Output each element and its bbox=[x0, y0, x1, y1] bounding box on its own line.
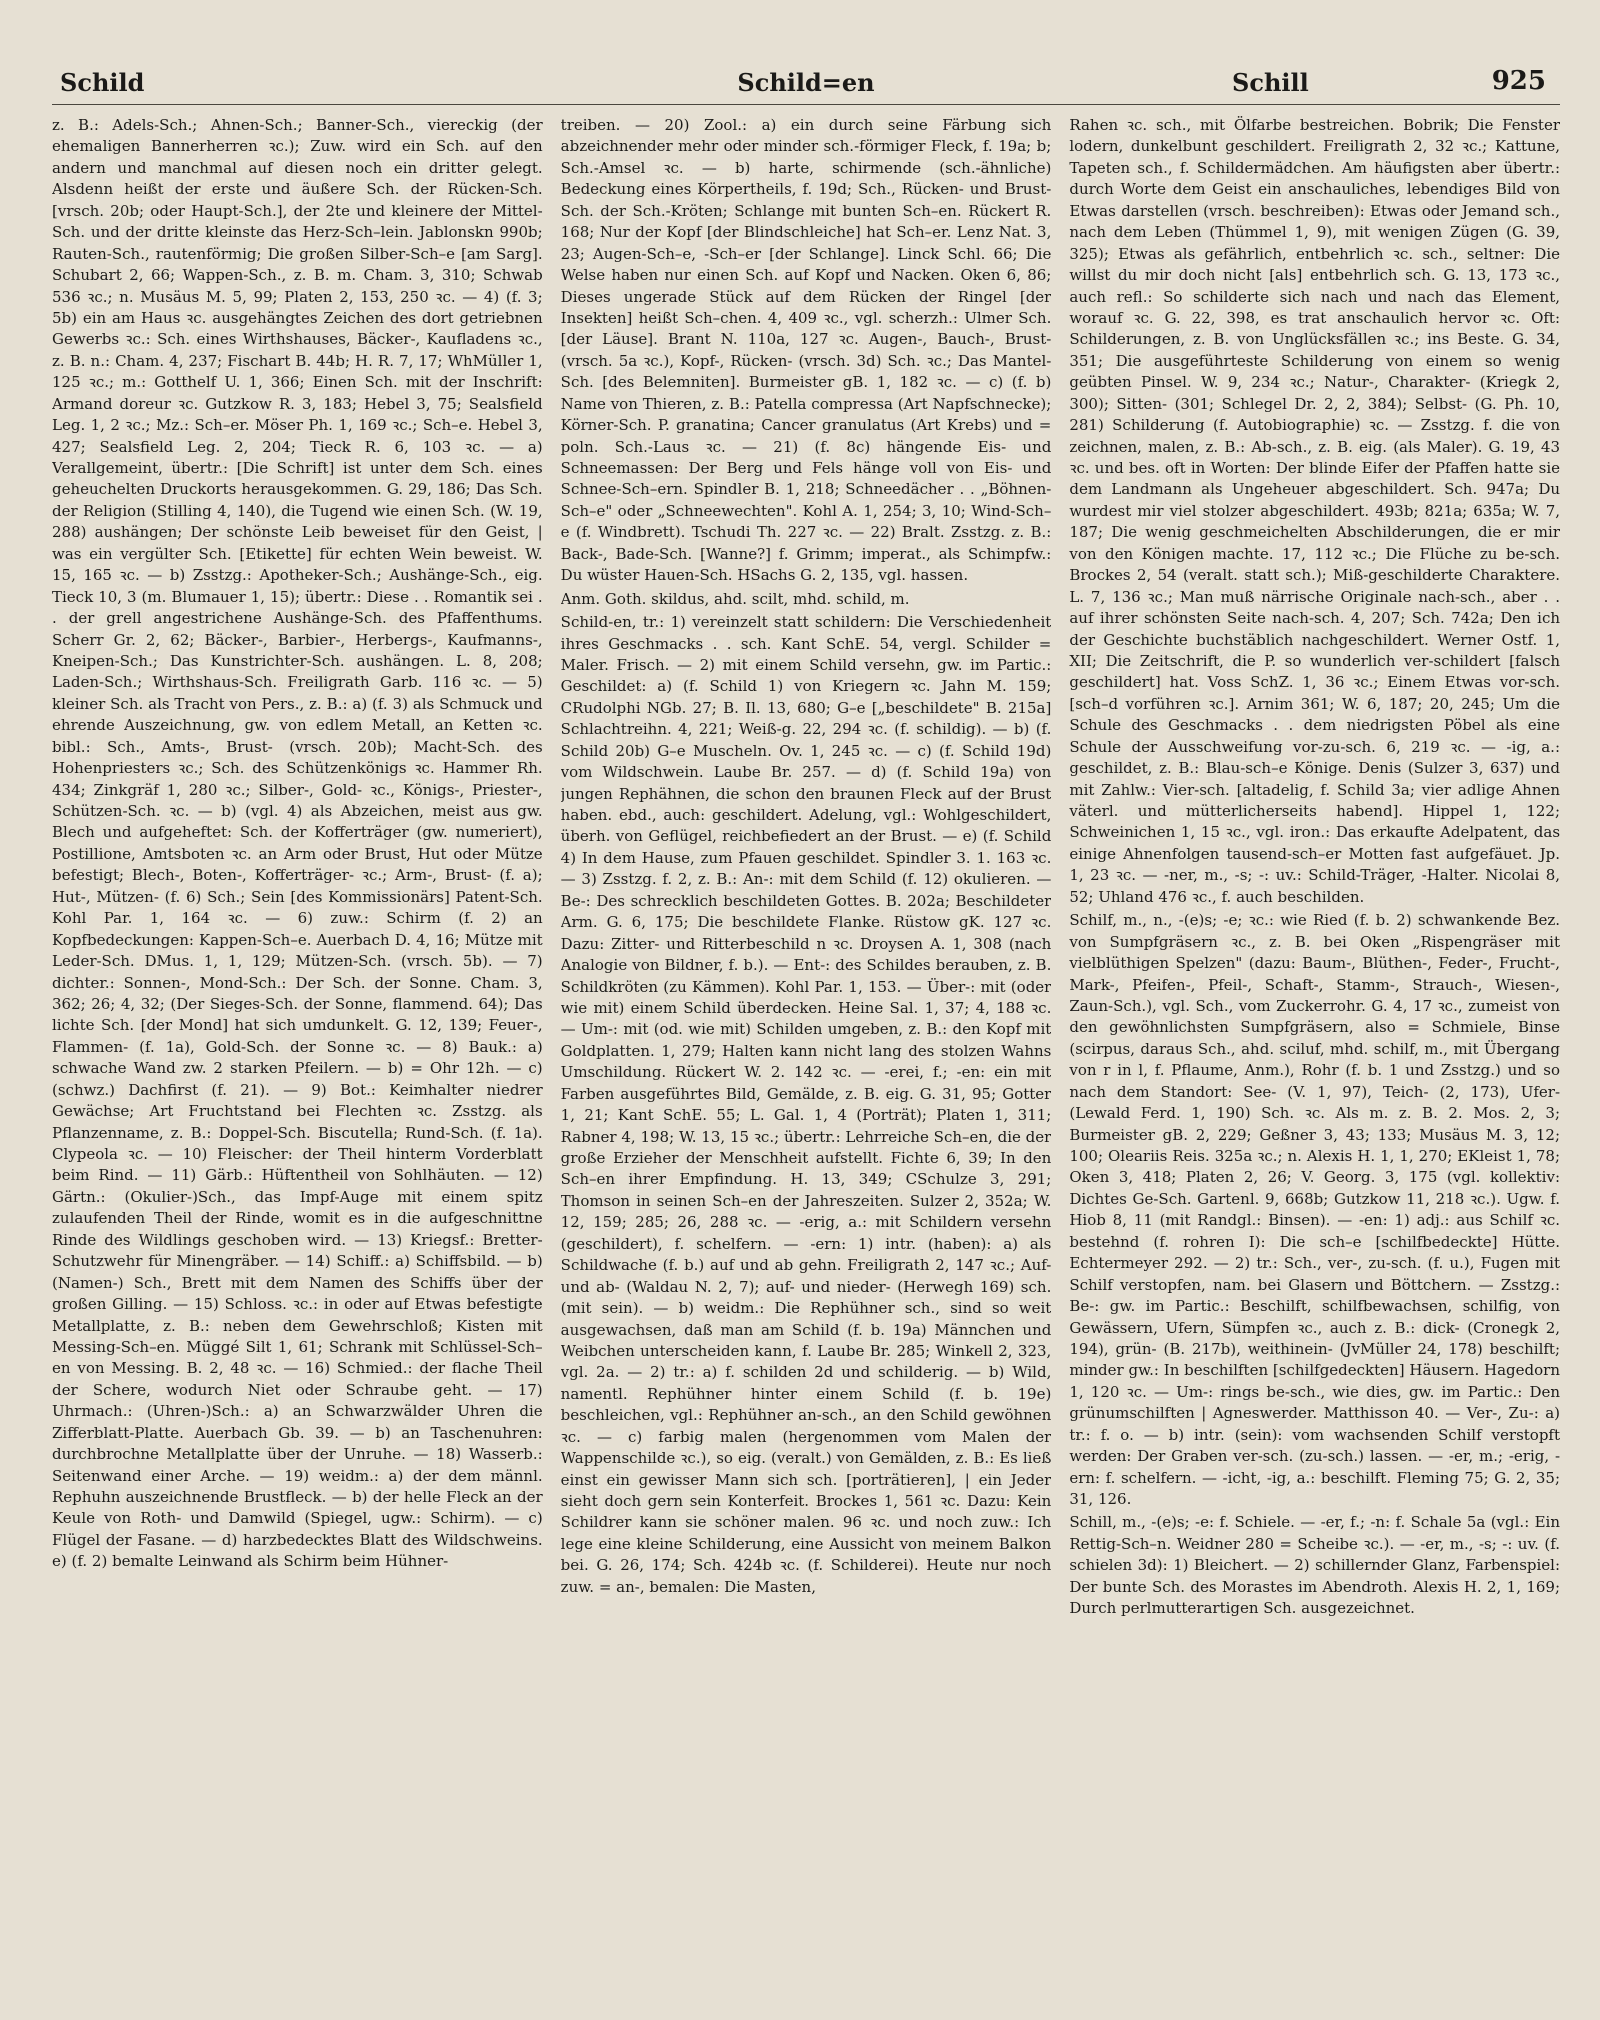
column-1 bbox=[52, 115, 543, 1975]
column-3-paragraph-2: Schilf, m., n., -(e)s; -e; ꝛc.: wie Ried (f. b. 2) schwankende Bez. von Sumpfgräsern ꝛc., z. B. bei Oken „Rispengräser mit vielblüthigen Spelzen" (dazu: Baum-, Blüthen-, Feder-, Frucht-, Mark-, Pfeifen-, Pfeil-, Schaft-, Stamm-, Strauch-, Wiesen-, Zaun-Sch.), vgl. Sch., vom Zuckerrohr. G. 4, 17 ꝛc., zumeist von den gewöhnlichsten Sumpfgräsern, also = Schmiele, Binse (scirpus, daraus Sch., ahd. sciluf, mhd. schilf, m., mit Übergang von r in l, f. Pflaume, Anm.), Rohr (f. b. 1 und Zsstzg.) und so nach dem Standort: See- (V. 1, 97), Teich- (2, 173), Ufer- (Lewald Ferd. 1, 190) Sch. ꝛc. Als m. z. B. 2. Mos. 2, 3; Burmeister gB. 2, 229; Geßner 3, 43; 133; Musäus M. 3, 12; 100; Oleariis Reis. 325a ꝛc.; n. Alexis H. 1, 1, 270; EKleist 1, 78; Oken 3, 418; Platen 2, 26; V. Georg. 3, 175 (vgl. kollektiv: Dichtes Ge-Sch. Gartenl. 9, 668b; Gutzkow 11, 218 ꝛc.). Ugw. f. Hiob 8, 11 (mit Randgl.: Binsen). — -en: 1) adj.: aus Schilf ꝛc. bestehnd (f. rohren I): Die sch–e [schilfbedeckte] Hütte. Echtermeyer 292. — 2) tr.: Sch., ver-, zu-sch. (f. u.), Fugen mit Schilf verstopfen, nam. bei Glasern und Böttchern. — Zsstzg.: Be-: gw. im Partic.: Beschilft, schilfbewachsen, schilfig, von Gewässern, Ufern, Sümpfen ꝛc., auch z. B.: dick- (Cronegk 2, 194), grün- (B. 217b), weithinein- (JvMüller 24, 178) beschilft; minder gw.: In beschilften [schilfgedeckten] Häusern. Hagedorn 1, 120 ꝛc. — Um-: rings be-sch., wie dies, gw. im Partic.: Den grünumschilften | Agneswerder. Matthisson 40. — Ver-, Zu-: a) tr.: f. o. — b) intr. (sein): vom wachsenden Schilf verstopft werden: Der Graben ver-sch. (zu-sch.) lassen. — -er, m.; -erig, -ern: f. schelfern. — -icht, -ig, a.: beschilft. Fleming 75; G. 2, 35; 31, 126. bbox=[1069, 911, 1561, 1508]
column-2-paragraph-2: Anm. Goth. skildus, ahd. scilt, mhd. schild, m. bbox=[560, 589, 910, 608]
center-headword: Schild=en bbox=[737, 68, 875, 97]
running-header bbox=[52, 62, 1560, 105]
column-2-paragraph-3: Schild-en, tr.: 1) vereinzelt statt schildern: Die Verschiedenheit ihres Geschmacks . . sch. Kant SchE. 54, vergl. Schilder = Maler. Frisch. — 2) mit einem Schild versehn, gw. im Partic.: Geschildet: a) (f. Schild 1) von Kriegern ꝛc. Jahn M. 159; CRudolphi NGb. 27; B. Il. 13, 680; G–e [„beschildete" B. 215a] Schlachtreihn. 4, 221; Weiß-g. 22, 294 ꝛc. (f. schildig). — b) (f. Schild 20b) G–e Muscheln. Ov. 1, 245 ꝛc. — c) (f. Schild 19d) vom Wildschwein. Laube Br. 257. — d) (f. Schild 19a) von jungen Rephähnen, die schon den braunen Fleck auf der Brust haben. ebd., auch: geschildert. Adelung, vgl.: Wohlgeschildert, überh. von Geflügel, reichbefiedert an der Brust. — e) (f. Schild 4) In dem Hause, zum Pfauen geschildet. Spindler 3. 1. 163 ꝛc. — 3) Zsstzg. f. 2, z. B.: An-: mit dem Schild (f. 12) okulieren. — Be-: Des schrecklich beschildeten Gottes. B. 202a; Beschildeter Arm. G. 6, 175; Die beschildete Flanke. Rüstow gK. 127 ꝛc. Dazu: Zitter- und Ritterbeschild n ꝛc. Droysen A. 1, 308 (nach Analogie von Bildner, f. b.). — Ent-: des Schildes berauben, z. B. Schildkröten (zu Kämmen). Kohl Par. 1, 153. — Über-: mit (oder wie mit) einem Schild überdecken. Heine Sal. 1, 37; 4, 188 ꝛc. — Um-: mit (od. wie mit) Schilden umgeben, z. B.: den Kopf mit Goldplatten. 1, 279; Halten kann nicht lang des stolzen Wahns Umschildung. Rückert W. 2. 142 ꝛc. — -erei, f.; -en: ein mit Farben ausgeführtes Bild, Gemälde, z. B. eig. G. 31, 95; Gotter 1, 21; Kant SchE. 55; L. Gal. 1, 4 (Porträt); Platen 1, 311; Rabner 4, 198; W. 13, 15 ꝛc.; übertr.: Lehrreiche Sch–en, die der große Erzieher der Menschheit aufstellt. Fichte 6, 39; In den Sch–en ihrer Empfindung. H. 13, 349; CSchulze 3, 291; Thomson in seinen Sch–en der Jahreszeiten. Sulzer 2, 352a; W. 12, 159; 285; 26, 288 ꝛc. — -erig, a.: mit Schildern versehn (geschildert), f. schelfern. — -ern: 1) intr. (haben): a) als Schildwache (f. b.) auf und ab gehn. Freiligrath 2, 147 ꝛc.; Auf- und ab- (Waldau N. 2, 7); auf- und nieder- (Herwegh 169) sch. (mit sein). — b) weidm.: Die Rephühner sch., sind so weit ausgewachsen, daß man am Schild (f. b. 19a) Männchen und Weibchen unterscheiden kann, f. Laube Br. 285; Winkell 2, 323, vgl. 2a. — 2) tr.: a) f. schilden 2d und schilderig. — b) Wild, namentl. Rephühner hinter einem Schild (f. b. 19e) beschleichen, vgl.: Rephühner an-sch., an den Schild gewöhnen ꝛc. — c) farbig malen (hergenommen vom Malen der Wappenschilde ꝛc.), so eig. (veralt.) von Gemälden, z. B.: Es ließ einst ein gewisser Mann sich sch. [porträtieren], | ein Jeder sieht doch gern sein Konterfeit. Brockes 1, 561 ꝛc. Dazu: Kein Schildrer kann sie schöner malen. 96 ꝛc. und noch zuw.: Ich lege eine kleine Schilderung, eine Aussicht von meinem Balkon bei. G. 26, 174; Sch. 424b ꝛc. (f. Schilderei). Heute nur noch zuw. = an-, bemalen: Die Masten, bbox=[560, 613, 1052, 1596]
column-3-paragraph-3: Schill, m., -(e)s; -e: f. Schiele. — -er, f.; -n: f. Schale 5a (vgl.: Ein Rettig-Sch–n. Weidner 280 = Scheibe ꝛc.). — -er, m., -s; -: uv. (f. schielen 3d): 1) Bleichert. — 2) schillernder Glanz, Farbenspiel: Der bunte Sch. des Morastes im Abendroth. Alexis H. 2, 1, 169; Durch perlmutterartigen Sch. ausgezeichnet. bbox=[1069, 1513, 1561, 1618]
column-2-paragraph-1: treiben. — 20) Zool.: a) ein durch seine Färbung sich abzeichnender mehr oder minder sch.-förmiger Fleck, f. 19a; b; Sch.-Amsel ꝛc. — b) harte, schirmende (sch.-ähnliche) Bedeckung eines Körpertheils, f. 19d; Sch., Rücken- und Brust-Sch. der Sch.-Kröten; Schlange mit bunten Sch–en. Rückert R. 168; Nur der Kopf [der Blindschleiche] hat Sch–er. Lenz Nat. 3, 23; Augen-Sch–e, -Sch–er [der Schlange]. Linck Schl. 66; Die Welse haben nur einen Sch. auf Kopf und Nacken. Oken 6, 86; Dieses ungerade Stück auf dem Rücken der Ringel [der Insekten] heißt Sch–chen. 4, 409 ꝛc., vgl. scherzh.: Ulmer Sch. [der Läuse]. Brant N. 110a, 127 ꝛc. Augen-, Bauch-, Brust- (vrsch. 5a ꝛc.), Kopf-, Rücken- (vrsch. 3d) Sch. ꝛc.; Das Mantel-Sch. [des Belemniten]. Burmeister gB. 1, 182 ꝛc. — c) (f. b) Name von Thieren, z. B.: Patella compressa (Art Napfschnecke); Körner-Sch. P. granatina; Cancer granulatus (Art Krebs) und = poln. Sch.-Laus ꝛc. — 21) (f. 8c) hängende Eis- und Schneemassen: Der Berg und Fels hänge voll von Eis- und Schnee-Sch–ern. Spindler B. 1, 218; Schneedächer . . „Böhnen-Sch–e" oder „Schneewechten". Kohl A. 1, 254; 3, 10; Wind-Sch–e (f. Windbrett). Tschudi Th. 227 ꝛc. — 22) Bralt. Zsstzg. z. B.: Back-, Bade-Sch. [Wanne?] f. Grimm; imperat., als Schimpfw.: Du wüster Hauen-Sch. HSachs G. 2, 135, vgl. hassen. bbox=[560, 116, 1052, 585]
text-columns bbox=[52, 115, 1560, 1975]
column-2 bbox=[561, 115, 1052, 1975]
column-1-paragraph-1: z. B.: Adels-Sch.; Ahnen-Sch.; Banner-Sch., viereckig (der ehemaligen Bannerherren ꝛc.); Zuw. wird ein Sch. auf den andern und manchmal auf diesen noch ein dritter gelegt. Alsdenn heißt der erste und äußere Sch. der Rücken-Sch. [vrsch. 20b; oder Haupt-Sch.], der 2te und kleinere der Mittel-Sch. und der dritte kleinste das Herz-Sch–lein. Jablonskn 990b; Rauten-Sch., rautenförmig; Die großen Silber-Sch–e [am Sarg]. Schubart 2, 66; Wappen-Sch., z. B. m. Cham. 3, 310; Schwab 536 ꝛc.; n. Musäus M. 5, 99; Platen 2, 153, 250 ꝛc. — 4) (f. 3; 5b) ein am Haus ꝛc. ausgehängtes Zeichen des dort getriebnen Gewerbs ꝛc.: Sch. eines Wirthshauses, Bäcker-, Kaufladens ꝛc., z. B. n.: Cham. 4, 237; Fischart B. 44b; H. R. 7, 17; WhMüller 1, 125 ꝛc.; m.: Gotthelf U. 1, 366; Einen Sch. mit der Inschrift: Armand doreur ꝛc. Gutzkow R. 3, 183; Hebel 3, 75; Sealsfield Leg. 1, 2 ꝛc.; Mz.: Sch–er. Möser Ph. 1, 169 ꝛc.; Sch–e. Hebel 3, 427; Sealsfield Leg. 2, 204; Tieck R. 6, 103 ꝛc. — a) Verallgemeint, übertr.: [Die Schrift] ist unter dem Sch. eines geheuchelten Druckorts herausgekommen. G. 29, 186; Das Sch. der Religion (Stilling 4, 140), die Tugend wie einen Sch. (W. 19, 288) aushängen; Der schönste Leib beweiset für den Geist, | was ein vergülter Sch. [Etikette] für echten Wein beweist. W. 15, 165 ꝛc. — b) Zsstzg.: Apotheker-Sch.; Aushänge-Sch., eig. Tieck 10, 3 (m. Blumauer 1, 15); übertr.: Diese . . Romantik sei . . der grell angestrichene Aushänge-Sch. des Pfaffenthums. Scherr Gr. 2, 62; Bäcker-, Barbier-, Herbergs-, Kaufmanns-, Kneipen-Sch.; Das Kunstrichter-Sch. aushängen. L. 8, 208; Laden-Sch.; Wirthshaus-Sch. Freiligrath Garb. 116 ꝛc. — 5) kleiner Sch. als Tracht von Pers., z. B.: a) (f. 3) als Schmuck und ehrende Auszeichnung, gw. von edlem Metall, an Ketten ꝛc. bibl.: Sch., Amts-, Brust- (vrsch. 20b); Macht-Sch. des Hohenpriesters ꝛc.; Sch. des Schützenkönigs ꝛc. Hammer Rh. 434; Zinkgräf 1, 280 ꝛc.; Silber-, Gold- ꝛc., Königs-, Priester-, Schützen-Sch. ꝛc. — b) (vgl. 4) als Abzeichen, meist aus gw. Blech und aufgeheftet: Sch. der Kofferträger (gw. numeriert), Postillione, Amtsboten ꝛc. an Arm oder Brust, Hut oder Mütze befestigt; Blech-, Boten-, Kofferträger- ꝛc.; Arm-, Brust- (f. a); Hut-, Mützen- (f. 6) Sch.; Sein [des Kommissionärs] Patent-Sch. Kohl Par. 1, 164 ꝛc. — 6) zuw.: Schirm (f. 2) an Kopfbedeckungen: Kappen-Sch–e. Auerbach D. 4, 16; Mütze mit Leder-Sch. DMus. 1, 1, 129; Mützen-Sch. (vrsch. 5b). — 7) dichter.: Sonnen-, Mond-Sch.: Der Sch. der Sonne. Cham. 3, 362; 26; 4, 32; (Der Sieges-Sch. der Sonne, flammend. 64); Das lichte Sch. [der Mond] hat sich umdunkelt. G. 12, 139; Feuer-, Flammen- (f. 1a), Gold-Sch. der Sonne ꝛc. — 8) Bauk.: a) schwache Wand zw. 2 starken Pfeilern. — b) = Ohr 12h. — c) (schwz.) Dachfirst (f. 21). — 9) Bot.: Keimhalter niedrer Gewächse; Art Fruchtstand bei Flechten ꝛc. Zsstzg. als Pflanzenname, z. B.: Doppel-Sch. Biscutella; Rund-Sch. (f. 1a). Clypeola ꝛc. — 10) Fleischer: der Theil hinterm Vorderblatt beim Rind. — 11) Gärb.: Hüftentheil von Sohlhäuten. — 12) Gärtn.: (Okulier-)Sch., das Impf-Auge mit einem spitz zulaufenden Theil der Rinde, womit es in die aufgeschnittne Rinde des Wildlings geschoben wird. — 13) Kriegsf.: Bretter-Schutzwehr für Minengräber. — 14) Schiff.: a) Schiffsbild. — b) (Namen-) Sch., Brett mit dem Namen des Schiffs über der großen Gilling. — 15) Schloss. ꝛc.: in oder auf Etwas befestigte Metallplatte, z. B.: neben dem Gewehrschloß; Kisten mit Messing-Sch–en. Müggé Silt 1, 61; Schrank mit Schlüssel-Sch–en von Messing. B. 2, 48 ꝛc. — 16) Schmied.: der flache Theil der Schere, wodurch Niet oder Schraube geht. — 17) Uhrmach.: (Uhren-)Sch.: a) an Schwarzwälder Uhren die Zifferblatt-Platte. Auerbach Gb. 39. — b) an Taschenuhren: durchbrochne Metallplatte über der Unruhe. — 18) Wasserb.: Seitenwand einer Arche. — 19) weidm.: a) der dem männl. Rephuhn auszeichnende Brustfleck. — b) der helle Fleck an der Keule von Roth- und Damwild (Spiegel, ugw.: Schirm). — c) Flügel der Fasane. — d) harzbedecktes Blatt des Wildschweins. e) (f. 2) bemalte Leinwand als Schirm beim Hühner- bbox=[52, 116, 543, 1571]
left-headword: Schild bbox=[60, 68, 145, 97]
column-3 bbox=[1069, 115, 1560, 1975]
column-3-paragraph-1: Rahen ꝛc. sch., mit Ölfarbe bestreichen. Bobrik; Die Fenster lodern, dunkelbunt geschildert. Freiligrath 2, 32 ꝛc.; Kattune, Tapeten sch., f. Schildermädchen. Am häufigsten aber übertr.: durch Worte dem Geist ein anschauliches, lebendiges Bild von Etwas darstellen (vrsch. beschreiben): Etwas oder Jemand sch., nach dem Leben (Thümmel 1, 9), mit wenigen Zügen (G. 39, 325); Etwas als gefährlich, entbehrlich ꝛc. sch., seltner: Die willst du mir doch nicht [als] entbehrlich sch. G. 13, 173 ꝛc., auch refl.: So schilderte sich nach und nach das Element, worauf ꝛc. G. 22, 398, es trat anschaulich hervor ꝛc. Oft: Schilderungen, z. B. von Unglücksfällen ꝛc.; ins Beste. G. 34, 351; Die ausgeführteste Schilderung von einem so wenig geübten Pinsel. W. 9, 234 ꝛc.; Natur-, Charakter- (Kriegk 2, 300); Sitten- (301; Schlegel Dr. 2, 2, 384); Selbst- (G. Ph. 10, 281) Schilderung (f. Autobiographie) ꝛc. — Zsstzg. f. die von zeichnen, malen, z. B.: Ab-sch., z. B. eig. (als Maler). G. 19, 43 ꝛc. und bes. oft in Worten: Der blinde Eifer der Pfaffen hatte sie dem Landmann als Ungeheuer abgeschildert. Sch. 947a; Du wurdest mir viel stolzer abgeschildert. 493b; 821a; 635a; W. 7, 187; Die wenig geschmeichelten Abschilderungen, die er mir von den Königen machte. 17, 112 ꝛc.; Die Flüche zu be-sch. Brockes 2, 54 (veralt. statt sch.); Miß-geschilderte Charaktere. L. 7, 136 ꝛc.; Man muß närrische Originale nach-sch., aber . . auf ihrer schönsten Seite nach-sch. 4, 207; Sch. 742a; Den ich der Geschichte buchstäblich nachgeschildert. Werner Ostf. 1, XII; Die Zeitschrift, die P. so wunderlich ver-schildert [falsch geschildert] hat. Voss SchZ. 1, 36 ꝛc.; Einem Etwas vor-sch. [sch–d vorführen ꝛc.]. Arnim 361; W. 6, 187; 20, 245; Um die Schule des Geschmacks . . dem niedrigsten Pöbel als eine Schule der Ausschweifung vor-zu-sch. 6, 219 ꝛc. — -ig, a.: geschildet, z. B.: Blau-sch–e Könige. Denis (Sulzer 3, 637) und mit Zahlw.: Vier-sch. [altadelig, f. Schild 3a; vier adlige Ahnen väterl. und mütterlicherseits habend]. Hippel 1, 122; Schweinichen 1, 15 ꝛc., vgl. iron.: Das erkaufte Adelpatent, das einige Ahnenfolgen tausend-sch–er Motten fast aufgefäuet. Jp. 1, 23 ꝛc. — -ner, m., -s; -: uv.: Schild-Träger, -Halter. Nicolai 8, 52; Uhland 476 ꝛc., f. auch beschilden. bbox=[1069, 116, 1561, 906]
page-number: 925 bbox=[1491, 66, 1546, 96]
right-headword: Schill bbox=[1232, 68, 1309, 97]
